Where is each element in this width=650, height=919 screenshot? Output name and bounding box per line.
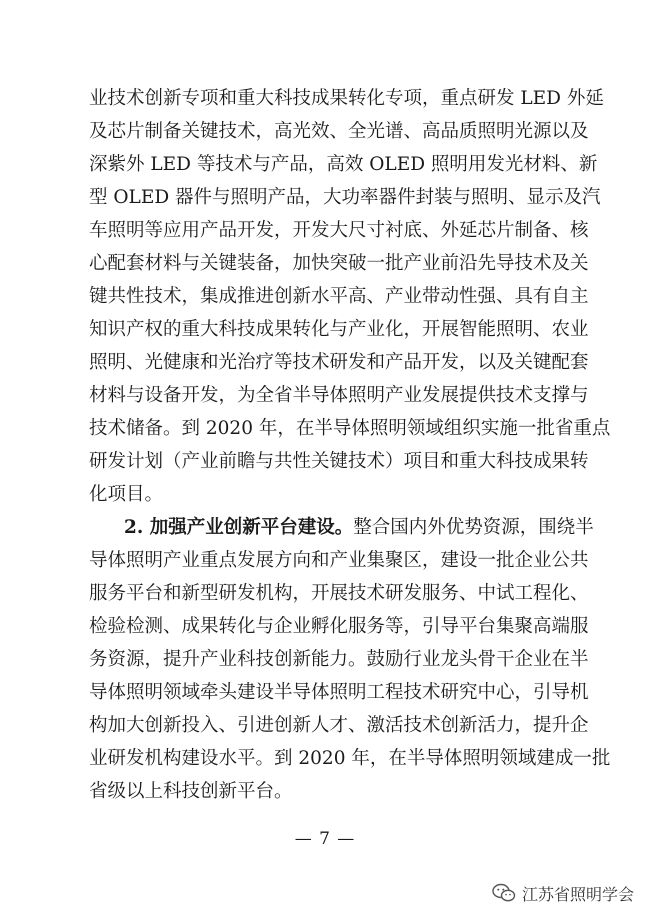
text-run: 整合国内外优势资源，围绕半 xyxy=(353,517,594,538)
text-line: 构加大创新投入、引进创新人才、激活技术创新活力，提升企 xyxy=(89,715,589,736)
text-line: 研发计划（产业前瞻与共性关键技术）项目和重大科技成果转 xyxy=(89,451,589,472)
text-line: 服务平台和新型研发机构，开展技术研发服务、中试工程化、 xyxy=(89,583,589,604)
text-line: 务资源，提升产业科技创新能力。鼓励行业龙头骨干企业在半 xyxy=(89,649,589,670)
text-line: 业研发机构建设水平。到 2020 年，在半导体照明领域建成一批 xyxy=(89,748,611,769)
wechat-watermark xyxy=(492,880,634,906)
paragraph-2-first-line xyxy=(124,511,594,545)
page-number: — 7 — xyxy=(294,829,356,849)
text-line: 照明、光健康和光治疗等技术研发和产品开发，以及关键配套 xyxy=(89,352,589,373)
text-line: 检验检测、成果转化与企业孵化服务等，引导平台集聚高端服 xyxy=(89,616,589,637)
text-line: 省级以上科技创新平台。 xyxy=(89,781,293,802)
text-line: 深紫外 LED 等技术与产品，高效 OLED 照明用发光材料、新 xyxy=(89,154,598,175)
wechat-icon xyxy=(492,883,516,903)
text-line: 心配套材料与关键装备，加快突破一批产业前沿先导技术及关 xyxy=(89,253,589,274)
text-line: 车照明等应用产品开发，开发大尺寸衬底、外延芯片制备、核 xyxy=(89,220,589,241)
text-line: 化项目。 xyxy=(89,484,164,505)
text-line: 材料与设备开发，为全省半导体照明产业发展提供技术支撑与 xyxy=(89,385,589,406)
text-line: 技术储备。到 2020 年，在半导体照明领域组织实施一批省重点 xyxy=(89,418,611,439)
text-line: 业技术创新专项和重大科技成果转化专项，重点研发 LED 外延 xyxy=(89,88,604,109)
section-heading: 2. 加强产业创新平台建设。 xyxy=(124,517,354,538)
text-line: 型 OLED 器件与照明产品，大功率器件封装与照明、显示及汽 xyxy=(89,187,601,208)
text-line: 及芯片制备关键技术，高光效、全光谱、高品质照明光源以及 xyxy=(89,121,589,142)
text-line: 键共性技术，集成推进创新水平高、产业带动性强、具有自主 xyxy=(89,286,589,307)
watermark-text: 江苏省照明学会 xyxy=(521,884,634,904)
text-line: 导体照明产业重点发展方向和产业集聚区，建设一批企业公共 xyxy=(89,550,589,571)
text-line: 知识产权的重大科技成果转化与产业化，开展智能照明、农业 xyxy=(89,319,589,340)
text-line: 导体照明领域牵头建设半导体照明工程技术研究中心，引导机 xyxy=(89,682,589,703)
